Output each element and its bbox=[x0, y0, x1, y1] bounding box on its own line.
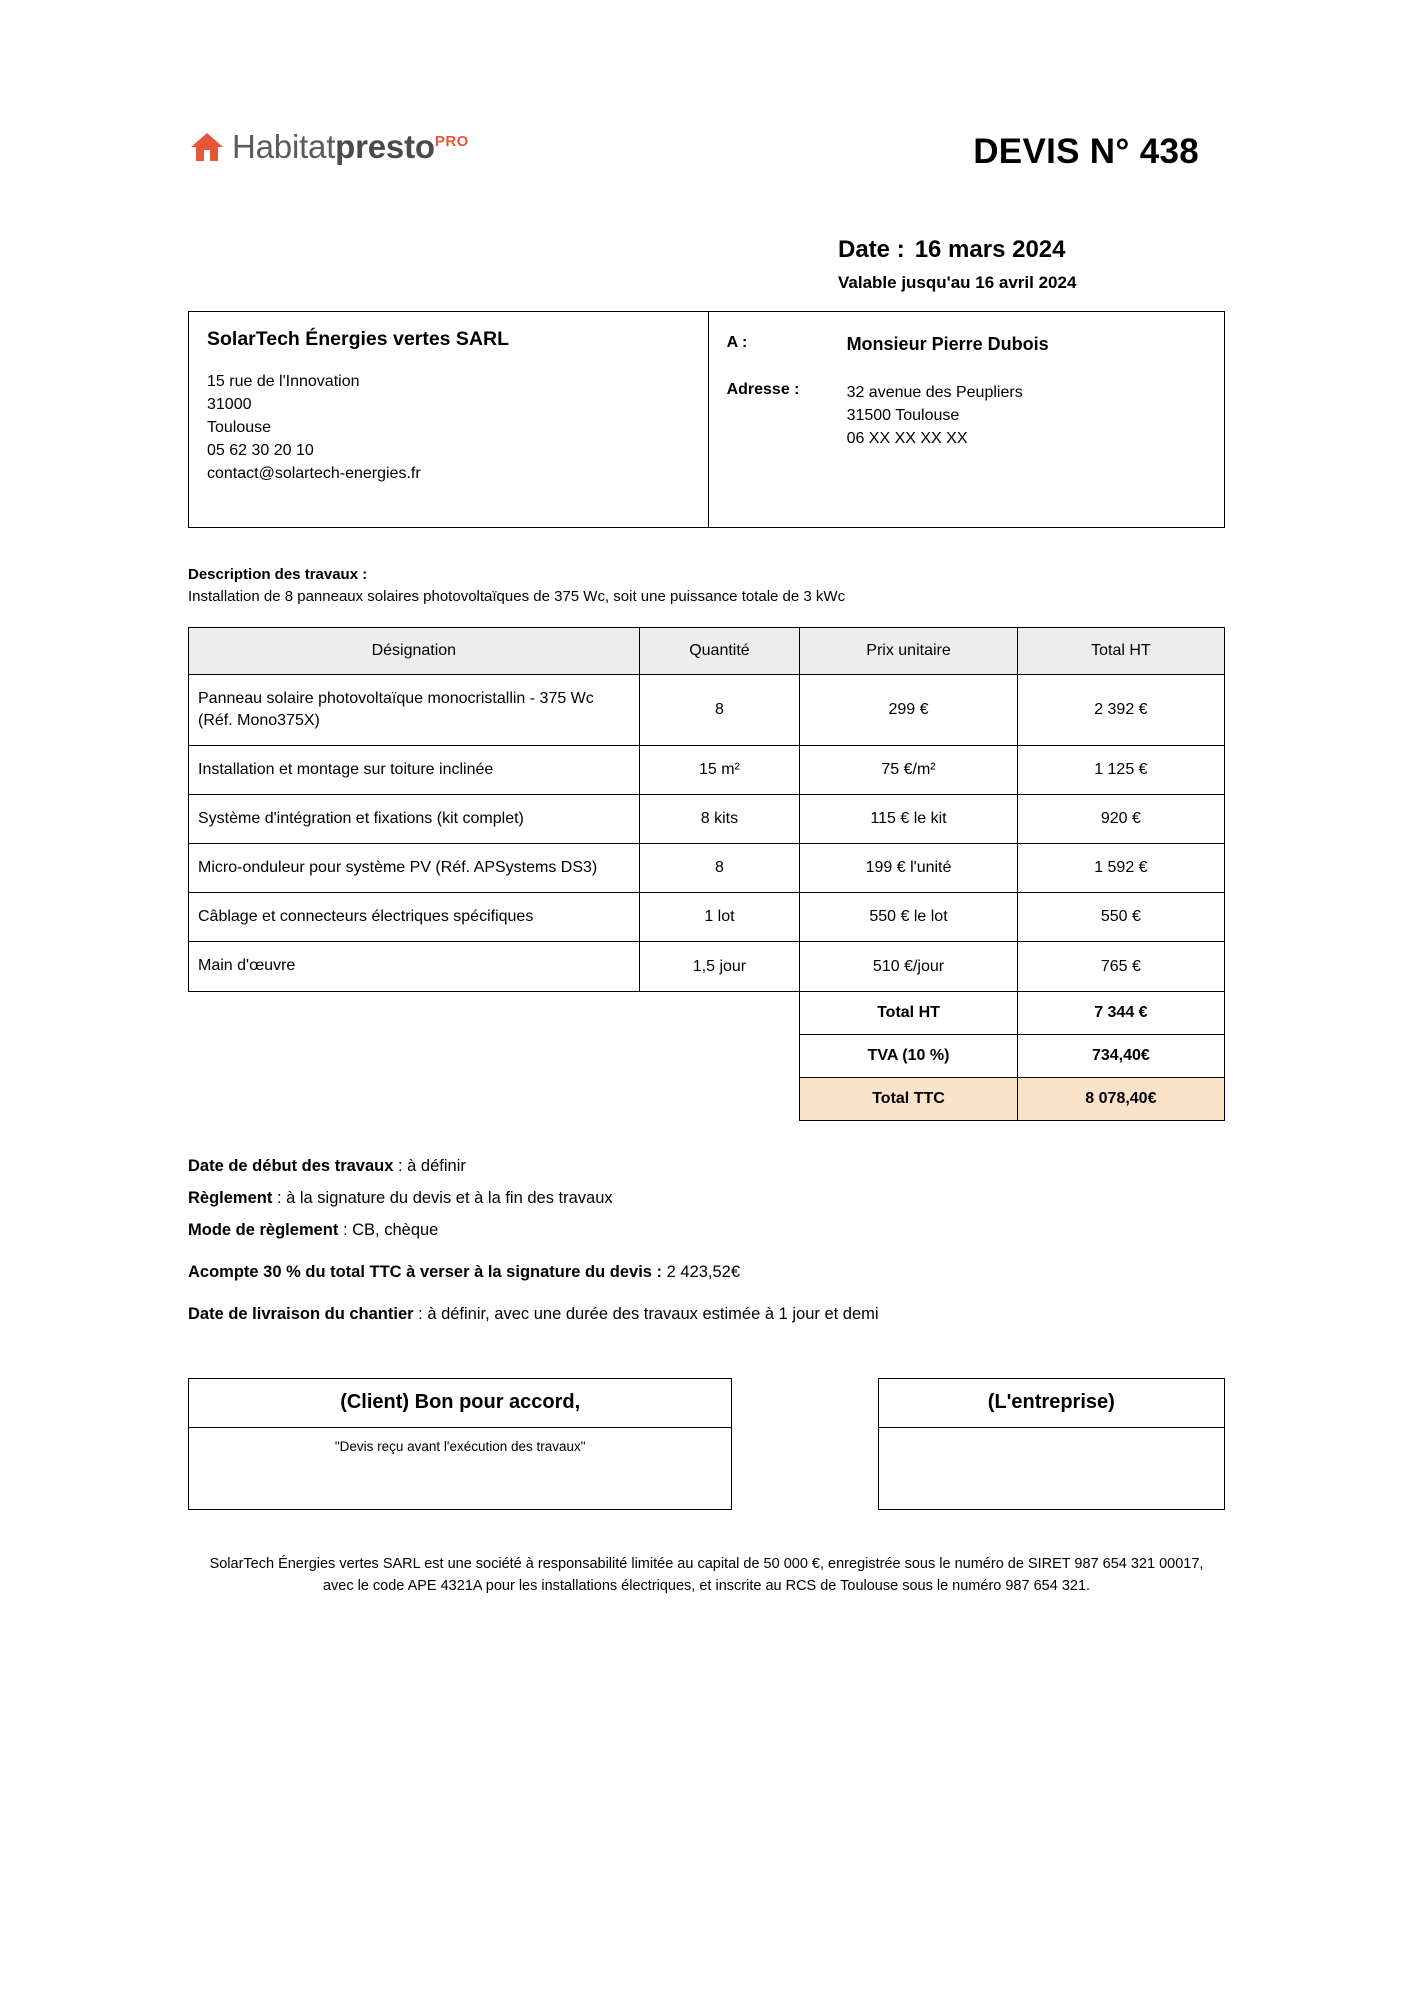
validity-text: Valable jusqu'au 16 avril 2024 bbox=[838, 273, 1077, 292]
table-row bbox=[189, 893, 1225, 942]
date-block bbox=[838, 236, 1225, 293]
client-block bbox=[709, 312, 1224, 527]
item-designation: Main d'œuvre bbox=[189, 942, 640, 991]
document-header bbox=[188, 0, 1225, 172]
item-quantity: 15 m² bbox=[639, 746, 800, 795]
item-unit-price: 115 € le kit bbox=[800, 795, 1018, 844]
payment-method-label: Mode de règlement bbox=[188, 1220, 339, 1239]
logo-text-bold: presto bbox=[335, 128, 435, 165]
total-ttc-value: 8 078,40€ bbox=[1017, 1077, 1224, 1120]
tva-row bbox=[189, 1034, 1225, 1077]
works-description-title: Description des travaux : bbox=[188, 566, 368, 583]
totals-spacer bbox=[189, 1077, 640, 1120]
works-description bbox=[188, 566, 1225, 605]
item-unit-price: 510 €/jour bbox=[800, 942, 1018, 991]
works-description-text: Installation de 8 panneaux solaires photovoltaïques de 375 Wc, soit une puissance totale de 3 kWc bbox=[188, 588, 846, 605]
deposit-value: 2 423,52€ bbox=[662, 1262, 741, 1281]
client-address-label: Adresse : bbox=[726, 381, 800, 398]
col-header-unit-price: Prix unitaire bbox=[800, 628, 1018, 675]
deposit-label: Acompte 30 % du total TTC à verser à la signature du devis : bbox=[188, 1262, 663, 1281]
client-signature-box[interactable] bbox=[188, 1378, 732, 1510]
deposit-line bbox=[188, 1261, 1225, 1284]
item-total: 1 592 € bbox=[1017, 844, 1224, 893]
payment-line bbox=[188, 1187, 1225, 1210]
item-total: 765 € bbox=[1017, 942, 1224, 991]
item-designation: Installation et montage sur toiture inclinée bbox=[189, 746, 640, 795]
item-total: 920 € bbox=[1017, 795, 1224, 844]
client-signature-title: (Client) Bon pour accord, bbox=[189, 1379, 731, 1428]
item-quantity: 8 kits bbox=[639, 795, 800, 844]
company-block bbox=[189, 312, 709, 527]
client-address-line1: 32 avenue des Peupliers bbox=[846, 384, 1023, 401]
legal-footer: SolarTech Énergies vertes SARL est une société à responsabilité limitée au capital de 50 000 €, enregistrée sous le numéro de SIRET 987 654 321 00017, avec le code APE 4321A pour les installations électriques, et inscrite au RCS de Toulouse sous le numéro 987 654 321. bbox=[209, 1556, 1204, 1594]
date-label: Date : bbox=[838, 236, 905, 263]
totals-spacer bbox=[189, 991, 640, 1034]
item-unit-price: 550 € le lot bbox=[800, 893, 1018, 942]
total-ttc-label: Total TTC bbox=[800, 1077, 1018, 1120]
client-address-row bbox=[727, 381, 1206, 451]
payment-method-line bbox=[188, 1219, 1225, 1242]
col-header-quantity: Quantité bbox=[639, 628, 800, 675]
item-total: 550 € bbox=[1017, 893, 1224, 942]
totals-spacer bbox=[639, 991, 800, 1034]
habitatpresto-logo bbox=[188, 128, 469, 166]
col-header-designation: Désignation bbox=[189, 628, 640, 675]
totals-spacer bbox=[639, 1077, 800, 1120]
item-total: 2 392 € bbox=[1017, 675, 1224, 746]
client-name-row bbox=[727, 334, 1206, 355]
delivery-value: : à définir, avec une durée des travaux estimée à 1 jour et demi bbox=[413, 1304, 879, 1323]
delivery-label: Date de livraison du chantier bbox=[188, 1304, 414, 1323]
delivery-line bbox=[188, 1303, 1225, 1326]
item-unit-price: 75 €/m² bbox=[800, 746, 1018, 795]
totals-spacer bbox=[639, 1034, 800, 1077]
items-table bbox=[188, 627, 1225, 1121]
client-phone: 06 XX XX XX XX bbox=[846, 430, 968, 448]
item-total: 1 125 € bbox=[1017, 746, 1224, 795]
total-ht-label: Total HT bbox=[800, 991, 1018, 1034]
company-email: contact@solartech-energies.fr bbox=[207, 464, 421, 482]
payment-method-value: : CB, chèque bbox=[338, 1220, 439, 1239]
item-quantity: 1 lot bbox=[639, 893, 800, 942]
table-row bbox=[189, 746, 1225, 795]
item-quantity: 8 bbox=[639, 844, 800, 893]
page-title: DEVIS N° 438 bbox=[973, 132, 1199, 171]
payment-label: Règlement bbox=[188, 1188, 273, 1207]
item-designation: Micro-onduleur pour système PV (Réf. APSystems DS3) bbox=[189, 844, 640, 893]
table-row bbox=[189, 942, 1225, 991]
client-address-line2: 31500 Toulouse bbox=[846, 407, 960, 425]
logo-text-light: Habitat bbox=[232, 128, 336, 165]
devis-date bbox=[838, 236, 1225, 264]
table-row bbox=[189, 795, 1225, 844]
item-unit-price: 299 € bbox=[800, 675, 1018, 746]
company-signature-box[interactable] bbox=[878, 1378, 1225, 1510]
item-quantity: 8 bbox=[639, 675, 800, 746]
table-header-row bbox=[189, 628, 1225, 675]
tva-value: 734,40€ bbox=[1017, 1034, 1224, 1077]
start-date-value: : à définir bbox=[393, 1156, 466, 1175]
client-name: Monsieur Pierre Dubois bbox=[846, 334, 1049, 354]
total-ht-row bbox=[189, 991, 1225, 1034]
start-date-label: Date de début des travaux bbox=[188, 1156, 394, 1175]
total-ttc-row bbox=[189, 1077, 1225, 1120]
item-designation: Système d'intégration et fixations (kit complet) bbox=[189, 795, 640, 844]
item-quantity: 1,5 jour bbox=[639, 942, 800, 991]
company-signature-title: (L'entreprise) bbox=[879, 1379, 1224, 1428]
house-icon bbox=[188, 128, 226, 166]
client-signature-note: "Devis reçu avant l'exécution des travaux" bbox=[334, 1439, 586, 1455]
company-city: Toulouse bbox=[207, 418, 272, 436]
signature-area bbox=[188, 1378, 1225, 1510]
payment-value: : à la signature du devis et à la fin des travaux bbox=[272, 1188, 613, 1207]
company-postal-code: 31000 bbox=[207, 395, 252, 413]
client-address bbox=[847, 381, 1023, 451]
logo-wordmark bbox=[232, 128, 469, 166]
col-header-total: Total HT bbox=[1017, 628, 1224, 675]
company-name: SolarTech Énergies vertes SARL bbox=[207, 328, 510, 350]
item-designation: Câblage et connecteurs électriques spécifiques bbox=[189, 893, 640, 942]
start-date-line bbox=[188, 1155, 1225, 1178]
logo-pro-badge: PRO bbox=[434, 133, 469, 150]
table-row bbox=[189, 675, 1225, 746]
company-phone: 05 62 30 20 10 bbox=[207, 441, 314, 459]
table-row bbox=[189, 844, 1225, 893]
item-designation: Panneau solaire photovoltaïque monocristallin - 375 Wc (Réf. Mono375X) bbox=[189, 675, 640, 746]
totals-spacer bbox=[189, 1034, 640, 1077]
item-unit-price: 199 € l'unité bbox=[800, 844, 1018, 893]
client-to-label: A : bbox=[726, 334, 748, 351]
tva-label: TVA (10 %) bbox=[800, 1034, 1018, 1077]
total-ht-value: 7 344 € bbox=[1017, 991, 1224, 1034]
parties-block bbox=[188, 311, 1225, 528]
date-value: 16 mars 2024 bbox=[914, 236, 1066, 263]
terms-block bbox=[188, 1155, 1225, 1326]
company-address-line1: 15 rue de l'Innovation bbox=[207, 373, 360, 390]
